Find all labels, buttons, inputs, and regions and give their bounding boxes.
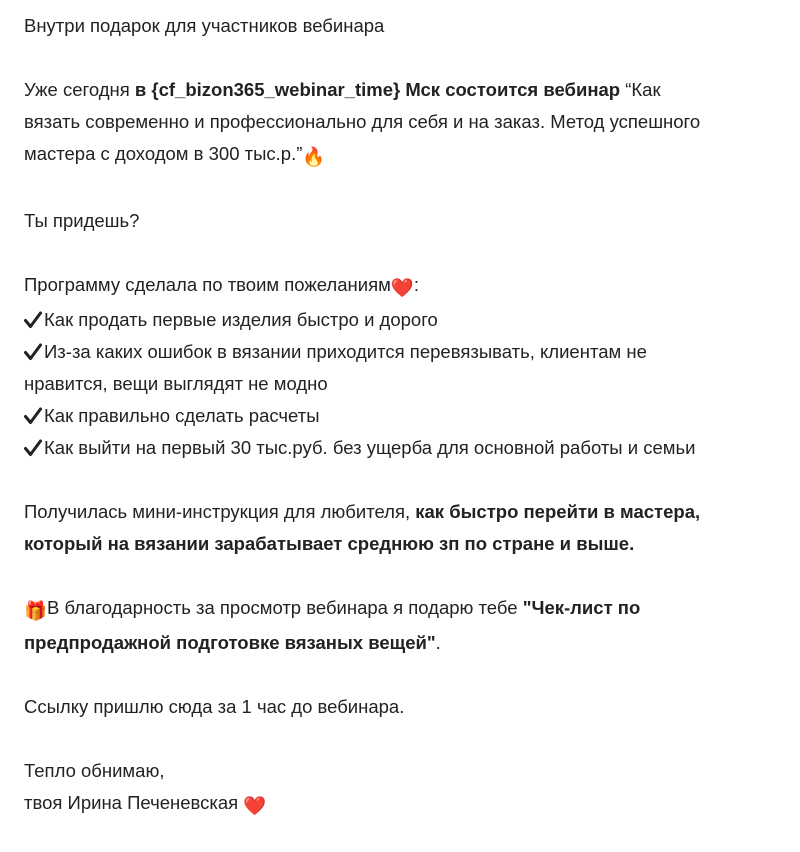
question-paragraph [24, 205, 776, 237]
heart-icon: ❤️ [390, 277, 414, 298]
checkmark-icon [24, 311, 42, 329]
signature-name: твоя Ирина Печеневская [24, 792, 239, 813]
invite-paragraph [24, 74, 776, 173]
instruction-paragraph [24, 496, 776, 560]
invite-time-bold: в {cf_bizon365_webinar_time} Мск состоится вебинар [134, 79, 621, 100]
intro-paragraph [24, 10, 776, 42]
gift-line-1 [24, 592, 776, 627]
invite-line-3 [24, 138, 776, 173]
program-item-text: Из-за каких ошибок в вязании приходится перевязывать, клиентам не [44, 341, 647, 362]
link-note-text: Ссылку пришлю сюда за 1 час до вебинара. [24, 696, 405, 717]
checkmark-icon [24, 407, 42, 425]
program-heading-text: Программу сделала по твоим пожеланиям [24, 274, 391, 295]
gift-line-2 [24, 627, 776, 659]
program-item-text: Как правильно сделать расчеты [44, 405, 320, 426]
instruction-line-2 [24, 528, 776, 560]
checklist-title-1: "Чек-лист по [522, 597, 641, 618]
gift-icon: 🎁 [24, 600, 48, 621]
checkmark-icon [24, 439, 42, 457]
signoff-line-2 [24, 787, 776, 822]
checkmark-icon [24, 343, 42, 361]
gift-prefix: В благодарность за просмотр вебинара я подарю тебе [47, 597, 523, 618]
signoff-paragraph [24, 755, 776, 822]
invite-line-2: вязать современно и профессионально для себя и на заказ. Метод успешного [24, 111, 701, 132]
program-item-text: Как выйти на первый 30 тыс.руб. без ущерба для основной работы и семьи [44, 437, 696, 458]
gift-paragraph [24, 592, 776, 659]
instruction-bold-2: который на вязании зарабатывает среднюю зп по стране и выше. [24, 533, 635, 554]
program-item [24, 336, 776, 368]
invite-line-1 [24, 74, 776, 106]
signoff-line-1: Тепло обнимаю, [24, 760, 165, 781]
program-item [24, 432, 776, 464]
program-item [24, 400, 776, 432]
program-heading [24, 269, 776, 304]
intro-text: Внутри подарок для участников вебинара [24, 15, 385, 36]
instruction-bold-1: как быстро перейти в мастера, [415, 501, 701, 522]
instruction-prefix: Получилась мини-инструкция для любителя, [24, 501, 416, 522]
webinar-title-end: мастера с доходом в 300 тыс.р.” [24, 143, 303, 164]
webinar-title-start: “Как [620, 79, 661, 100]
question-text: Ты придешь? [24, 210, 140, 231]
instruction-line-1 [24, 496, 776, 528]
checklist-title-2: предпродажной подготовке вязаных вещей" [24, 632, 436, 653]
link-paragraph [24, 691, 776, 723]
program-item [24, 304, 776, 336]
fire-icon: 🔥 [302, 146, 326, 167]
heart-icon: ❤️ [243, 795, 267, 816]
program-paragraph [24, 269, 776, 464]
program-colon: : [413, 274, 419, 295]
program-item-text: Как продать первые изделия быстро и дорого [44, 309, 438, 330]
invite-prefix: Уже сегодня [24, 79, 135, 100]
gift-suffix: . [435, 632, 441, 653]
program-item-continuation: нравится, вещи выглядят не модно [24, 373, 328, 394]
